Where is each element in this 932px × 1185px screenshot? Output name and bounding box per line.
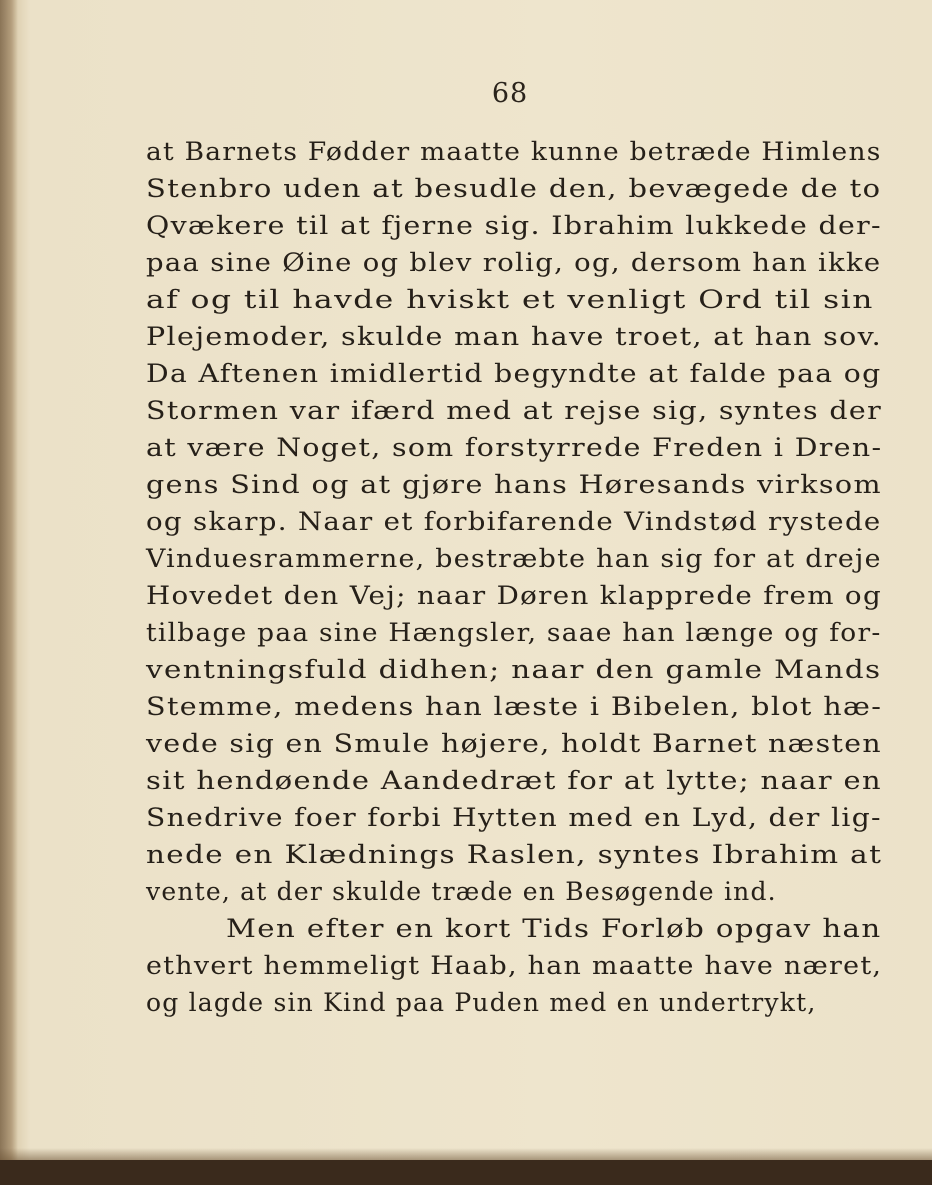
- page-number: 68: [491, 78, 529, 109]
- text-line: Vinduesrammerne, bestræbte han sig for at dreje: [146, 544, 882, 573]
- text-line: paa sine Øine og blev rolig, og, dersom han ikke: [146, 248, 882, 277]
- text-line: Plejemoder, skulde man have troet, at han sov.: [146, 322, 883, 351]
- text-line: vede sig en Smule højere, holdt Barnet næsten: [146, 729, 882, 758]
- text-line: og skarp. Naar et forbifarende Vindstød rystede: [146, 507, 882, 536]
- text-line: ethvert hemmeligt Haab, han maatte have næret,: [146, 951, 883, 980]
- text-line: sit hendøende Aandedræt for at lytte; naar en: [146, 766, 882, 795]
- text-line: at Barnets Fødder maatte kunne betræde Himlens: [146, 137, 882, 166]
- text-line: vente, at der skulde træde en Besøgende ind.: [146, 877, 777, 906]
- text-line: Snedrive foer forbi Hytten med en Lyd, der lig-: [146, 803, 882, 832]
- text-line: Da Aftenen imidlertid begyndte at falde paa og: [146, 359, 882, 388]
- text-line: at være Noget, som forstyrrede Freden i Dren-: [146, 433, 883, 462]
- page-spine-edge: [0, 0, 18, 1160]
- text-line: tilbage paa sine Hængsler, saae han længe og for-: [146, 618, 882, 647]
- text-line: af og til havde hviskt et venligt Ord til sin: [146, 285, 874, 314]
- text-line: gens Sind og at gjøre hans Høresands virksom: [146, 470, 882, 499]
- text-line: Qvækere til at fjerne sig. Ibrahim lukkede der-: [146, 211, 882, 240]
- text-line: og lagde sin Kind paa Puden med en undertrykt,: [146, 988, 817, 1017]
- text-line: Stemme, medens han læste i Bibelen, blot hæ-: [146, 692, 883, 721]
- text-line: Stormen var ifærd med at rejse sig, syntes der: [146, 396, 883, 425]
- text-line: Hovedet den Vej; naar Døren klapprede frem og: [146, 581, 883, 610]
- page-bottom-shadow: [0, 1148, 932, 1160]
- text-line: ventningsfuld didhen; naar den gamle Mands: [146, 655, 882, 684]
- text-line: Stenbro uden at besudle den, bevægede de to: [146, 174, 882, 203]
- paragraph-first-line: Men efter en kort Tids Forløb opgav han: [226, 914, 882, 943]
- text-line: nede en Klædnings Raslen, syntes Ibrahim at: [146, 840, 883, 869]
